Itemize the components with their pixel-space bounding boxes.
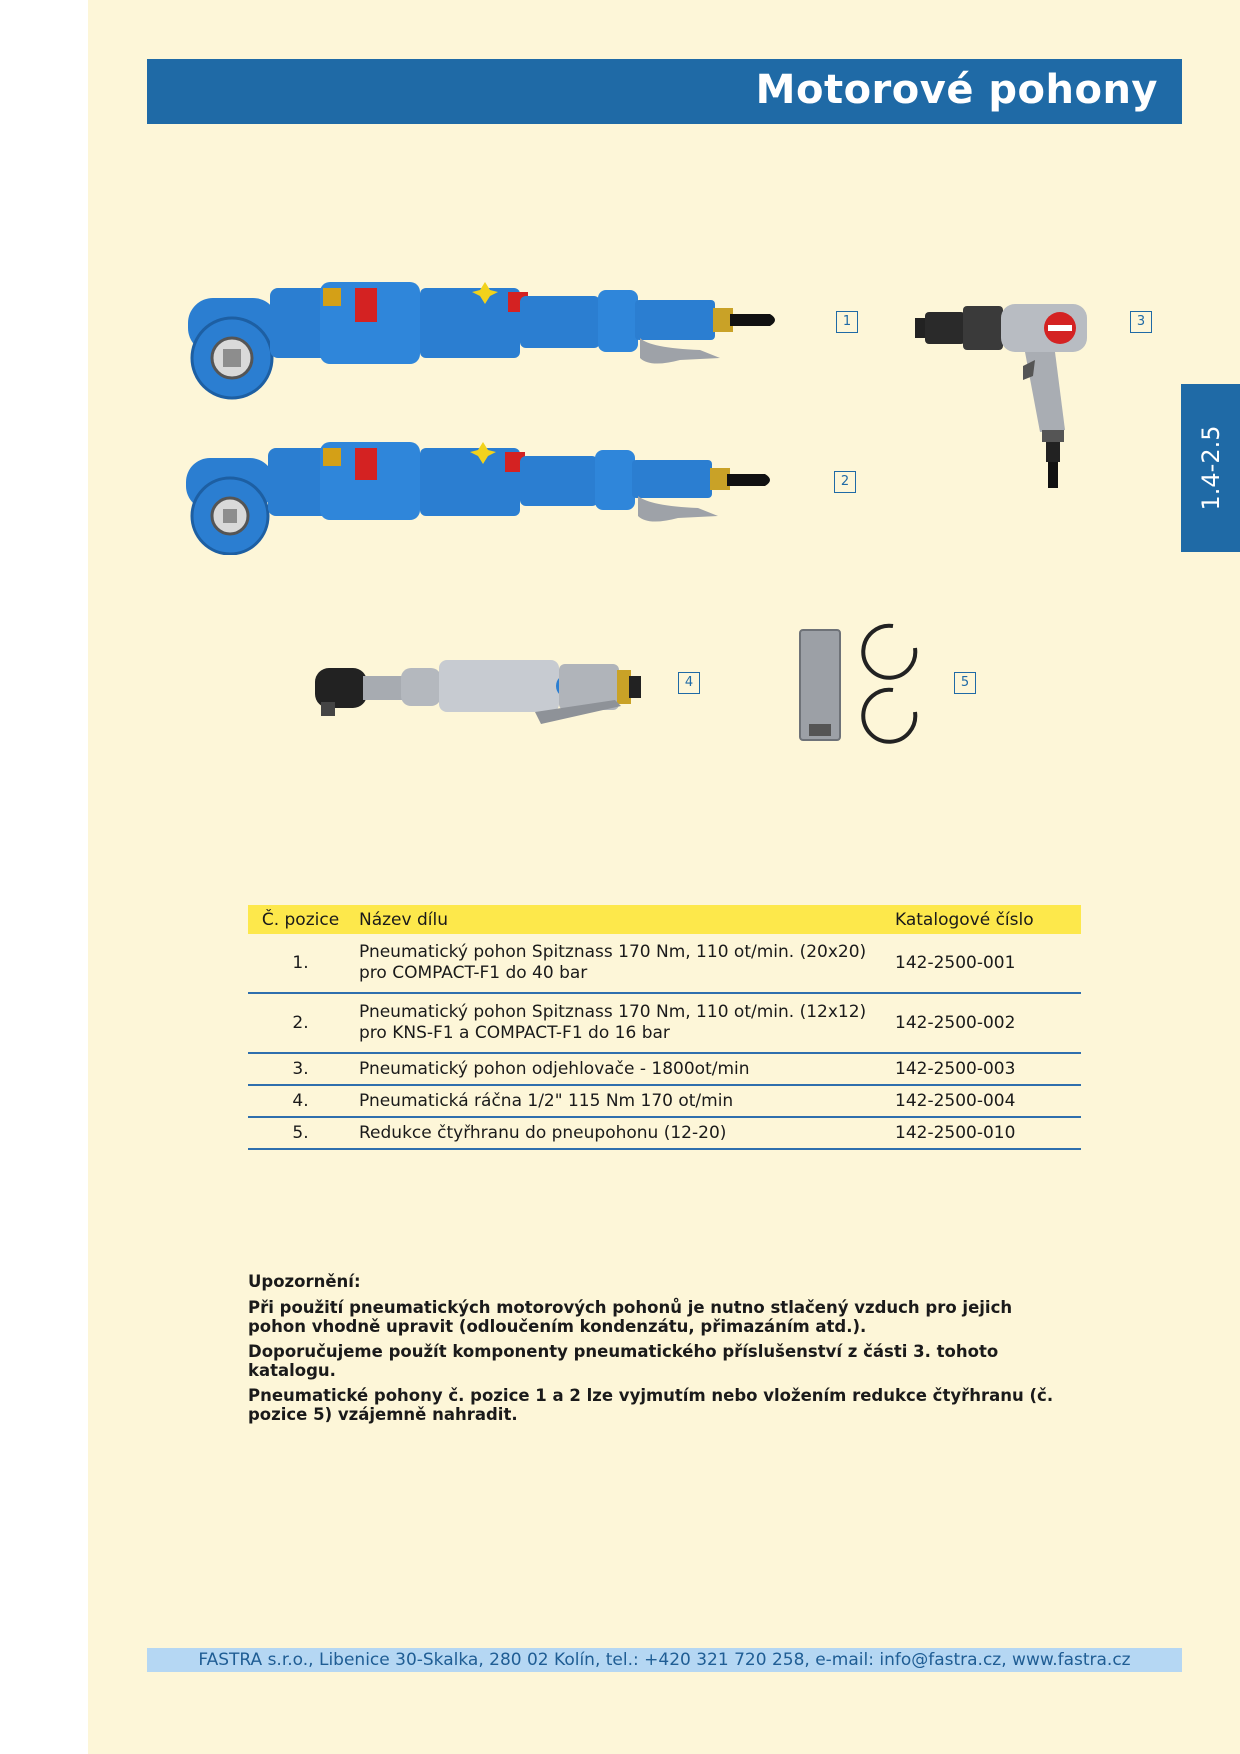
row-part-name: Pneumatický pohon odjehlovače - 1800ot/min <box>353 1053 889 1085</box>
table-row <box>248 1053 1081 1085</box>
spitznass-drive-12x12-illustration <box>180 440 820 555</box>
position-label-1: 1 <box>836 311 858 333</box>
part-name-line: pro KNS-F1 a COMPACT-F1 do 16 bar <box>359 1023 670 1043</box>
row-catalog-number: 142-2500-001 <box>889 934 1081 993</box>
deburring-drill-illustration <box>915 300 1115 495</box>
parts-table <box>248 905 1081 1150</box>
part-name-line: Pneumatický pohon Spitznass 170 Nm, 110 ot/min. (20x20) <box>359 942 867 962</box>
row-position: 5. <box>248 1117 353 1149</box>
row-part-name: Pneumatická ráčna 1/2" 115 Nm 170 ot/min <box>353 1085 889 1117</box>
square-reducer-illustration <box>795 618 930 748</box>
table-row <box>248 934 1081 993</box>
row-catalog-number: 142-2500-004 <box>889 1085 1081 1117</box>
row-position: 3. <box>248 1053 353 1085</box>
table-row <box>248 1117 1081 1149</box>
position-label-2: 2 <box>834 471 856 493</box>
row-catalog-number: 142-2500-010 <box>889 1117 1081 1149</box>
warning-paragraph: Při použití pneumatických motorových pohonů je nutno stlačený vzduch pro jejich pohon vhodně upravit (odloučením kondenzátu, přimazáním atd.). <box>248 1298 1013 1336</box>
warning-title: Upozornění: <box>248 1272 361 1291</box>
header-catalog-number: Katalogové číslo <box>889 905 1081 934</box>
row-catalog-number: 142-2500-003 <box>889 1053 1081 1085</box>
row-position: 4. <box>248 1085 353 1117</box>
row-catalog-number: 142-2500-002 <box>889 993 1081 1053</box>
warning-paragraph: Doporučujeme použít komponenty pneumatického příslušenství z části 3. tohoto katalogu. <box>248 1342 999 1380</box>
footer-bar <box>147 1648 1182 1672</box>
section-tab-label: 1.4-2.5 <box>1196 425 1225 511</box>
warning-paragraph: Pneumatické pohony č. pozice 1 a 2 lze vyjmutím nebo vložením redukce čtyřhranu (č. pozice 5) vzájemně nahradit. <box>248 1386 1054 1424</box>
page-title: Motorové pohony <box>755 67 1158 113</box>
row-part-name: Redukce čtyřhranu do pneupohonu (12-20) <box>353 1117 889 1149</box>
air-ratchet-illustration <box>315 650 645 735</box>
row-part-name <box>353 993 889 1053</box>
header-part-name: Název dílu <box>353 905 889 934</box>
part-name-line: Pneumatický pohon Spitznass 170 Nm, 110 ot/min. (12x12) <box>359 1002 867 1022</box>
row-position: 1. <box>248 934 353 993</box>
table-header-row <box>248 905 1081 934</box>
part-name-line: pro COMPACT-F1 do 40 bar <box>359 963 588 983</box>
warning-notes <box>248 1272 1068 1430</box>
spitznass-drive-20x20-illustration <box>180 278 830 408</box>
position-label-4: 4 <box>678 672 700 694</box>
section-tab[interactable] <box>1181 384 1240 552</box>
row-part-name <box>353 934 889 993</box>
footer-contact: FASTRA s.r.o., Libenice 30-Skalka, 280 02 Kolín, tel.: +420 321 720 258, e-mail: info@fastra.cz, www.fastra.cz <box>198 1650 1131 1670</box>
table-row <box>248 1085 1081 1117</box>
position-label-3: 3 <box>1130 311 1152 333</box>
row-position: 2. <box>248 993 353 1053</box>
table-row <box>248 993 1081 1053</box>
header-bar <box>147 59 1182 124</box>
position-label-5: 5 <box>954 672 976 694</box>
header-position: Č. pozice <box>248 905 353 934</box>
page-background <box>88 0 1240 1754</box>
